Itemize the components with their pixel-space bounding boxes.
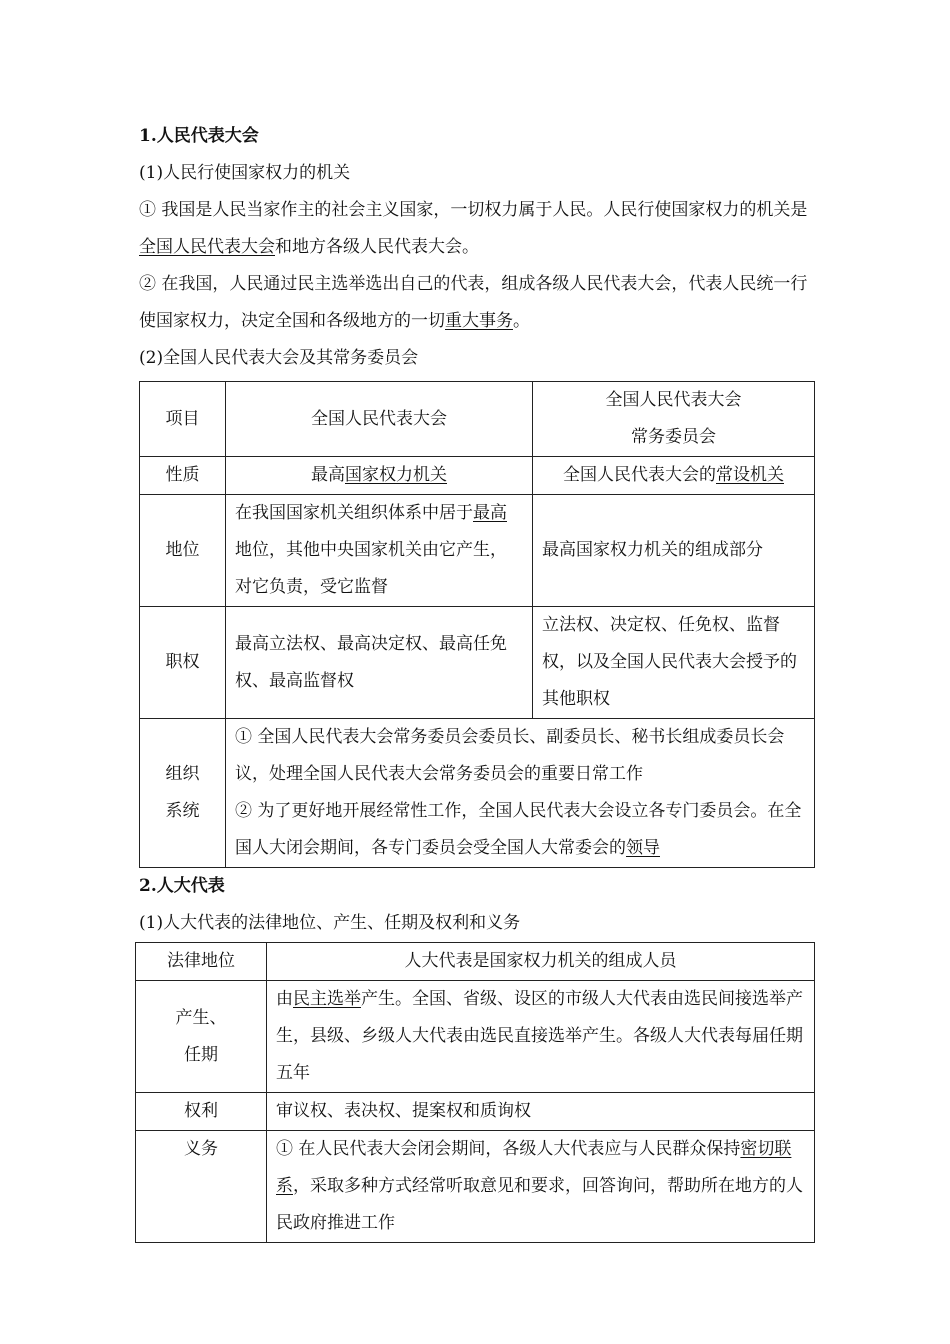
paragraph-2-text: ② 在我国，人民通过民主选举选出自己的代表，组成各级人民代表大会，代表人民统一行使国家权力，决定全国和各级地方的一切 <box>139 274 808 331</box>
npc-nature-text: 最高 <box>311 465 345 485</box>
section-1-subheading-2: (2)全国人民代表大会及其常务委员会 <box>139 348 419 368</box>
election-text: 由 <box>276 989 293 1009</box>
sc-nature-text: 全国人民代表大会的 <box>563 465 716 485</box>
deputies-table-wrap <box>135 942 815 1243</box>
npc-nature <box>226 457 533 495</box>
answer-state-power-organ: 国家权力机关 <box>345 465 447 485</box>
org-label-line-2: 系统 <box>165 801 200 821</box>
table-row <box>140 607 815 719</box>
table-row <box>140 495 815 607</box>
sc-nature <box>533 457 815 495</box>
duties-tail: ，采取多种方式经常听取意见和要求，回答询问，帮助所在地方的人民政府推进工作 <box>276 1176 803 1233</box>
answer-close-contact: 密切联系 <box>276 1139 792 1196</box>
election-label-line-2: 任期 <box>184 1044 218 1065</box>
header-sc-line-1: 全国人民代表大会 <box>605 390 742 410</box>
sc-powers: 立法权、决定权、任免权、监督权，以及全国人民代表大会授予的其他职权 <box>533 607 815 719</box>
npc-comparison-table <box>139 381 815 868</box>
table-row <box>136 943 815 981</box>
section-2-subheading-1: (1)人大代表的法律地位、产生、任期及权利和义务 <box>139 913 521 933</box>
table-row <box>140 382 815 457</box>
duties-value <box>267 1131 815 1243</box>
header-item: 项目 <box>140 382 226 457</box>
table-row <box>136 1093 815 1131</box>
row-label-rights: 权利 <box>136 1093 267 1131</box>
duties-text: ① 在人民代表大会闭会期间，各级人大代表应与人民群众保持 <box>276 1139 741 1159</box>
paragraph-1 <box>139 192 815 266</box>
org-label-line-1: 组织 <box>165 764 200 784</box>
row-label-status: 地位 <box>140 495 226 607</box>
organization-point-2 <box>235 793 805 867</box>
election-term-value <box>267 981 815 1093</box>
paragraph-2 <box>139 266 815 340</box>
header-standing-committee <box>533 382 815 457</box>
npc-status <box>226 495 533 607</box>
npc-powers: 最高立法权、最高决定权、最高任免权、最高监督权 <box>226 607 533 719</box>
row-label-legal-status: 法律地位 <box>136 943 267 981</box>
paragraph-2-tail: 。 <box>513 311 530 331</box>
answer-permanent-organ: 常设机关 <box>716 465 784 485</box>
organization-point-2-text: ② 为了更好地开展经常性工作，全国人民代表大会设立各专门委员会。在全国人大闭会期间，各专门委员会受全国人大常委会的 <box>235 801 802 858</box>
legal-status-value: 人大代表是国家权力机关的组成人员 <box>267 943 815 981</box>
election-label-line-1: 产生、 <box>175 1007 227 1028</box>
row-label-nature: 性质 <box>140 457 226 495</box>
npc-status-text: 在我国国家机关组织体系中居于 <box>235 503 473 523</box>
row-label-election-term <box>136 981 267 1093</box>
paragraph-1-text: ① 我国是人民当家作主的社会主义国家，一切权力属于人民。人民行使国家权力的机关是 <box>139 200 808 220</box>
header-npc: 全国人民代表大会 <box>226 382 533 457</box>
organization-system <box>226 719 815 868</box>
npc-status-tail: 地位，其他中央国家机关由它产生，对它负责，受它监督 <box>235 540 507 597</box>
row-label-duties: 义务 <box>136 1131 267 1243</box>
organization-point-1: ① 全国人民代表大会常务委员会委员长、副委员长、秘书长组成委员长会议，处理全国人民代表大会常务委员会的重要日常工作 <box>235 727 785 784</box>
section-1-subheading-1: (1)人民行使国家权力的机关 <box>139 163 351 183</box>
row-label-powers: 职权 <box>140 607 226 719</box>
section-2-title: 2.人大代表 <box>139 876 225 896</box>
document-page <box>139 118 815 1243</box>
answer-highest: 最高 <box>473 503 507 523</box>
table-row <box>140 457 815 495</box>
election-tail: 产生。全国、省级、设区的市级人大代表由选民间接选举产生，县级、乡级人大代表由选民直接选举产生。各级人大代表每届任期五年 <box>276 989 803 1083</box>
row-label-organization <box>140 719 226 868</box>
table-row <box>136 1131 815 1243</box>
answer-democratic-election: 民主选举 <box>293 989 361 1009</box>
deputies-table <box>135 942 815 1243</box>
header-sc-line-2: 常务委员会 <box>631 427 716 447</box>
table-row <box>136 981 815 1093</box>
answer-npc: 全国人民代表大会 <box>139 237 275 257</box>
paragraph-1-tail: 和地方各级人民代表大会。 <box>275 237 479 257</box>
answer-major-affairs: 重大事务 <box>445 311 513 331</box>
answer-leadership: 领导 <box>626 838 660 858</box>
table-row <box>140 719 815 868</box>
rights-value: 审议权、表决权、提案权和质询权 <box>267 1093 815 1131</box>
sc-status: 最高国家权力机关的组成部分 <box>533 495 815 607</box>
section-1-title: 1.人民代表大会 <box>139 126 259 146</box>
